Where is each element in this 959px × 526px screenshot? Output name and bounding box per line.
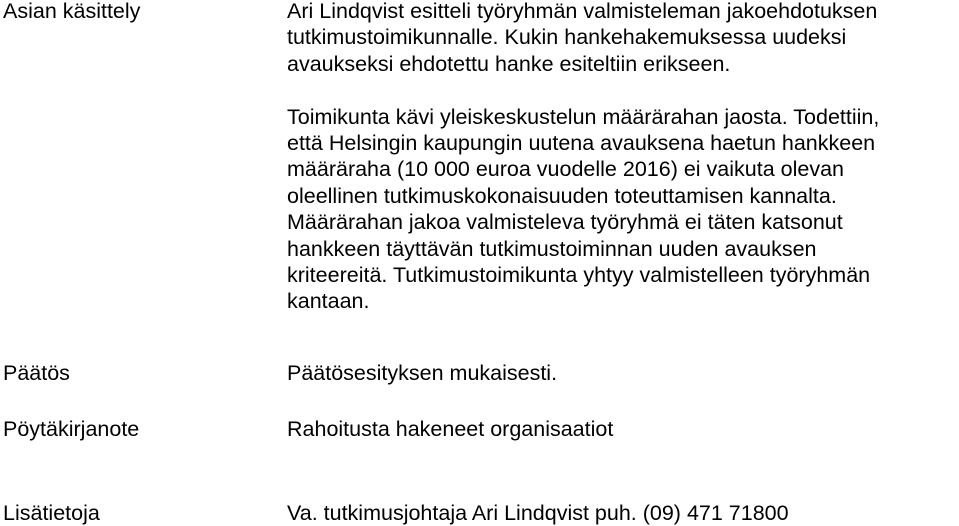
paragraph-line: oleellinen tutkimuskokonaisuuden toteuttamisen kannalta.	[287, 183, 837, 208]
section-content-lisatietoja: Va. tutkimusjohtaja Ari Lindqvist puh. (09) 471 71800	[287, 501, 789, 525]
paragraph-line: avaukseksi ehdotettu hanke esiteltiin erikseen.	[287, 51, 731, 76]
paragraph-line: määräraha (10 000 euroa vuodelle 2016) ei vaikuta olevan	[287, 157, 844, 182]
section-label-asian-kasittely: Asian käsittely	[3, 0, 141, 23]
paragraph-line: Toimikunta kävi yleiskeskustelun määrärahan jaosta. Todettiin,	[287, 104, 880, 129]
paragraph-line: hankkeen täyttävän tutkimustoiminnan uuden avauksen	[287, 236, 817, 261]
section-content-asian-kasittely	[287, 0, 959, 315]
paragraph-line: että Helsingin kaupungin uutena avauksena haetun hankkeen	[287, 130, 876, 155]
paragraph-line: Määrärahan jakoa valmisteleva työryhmä ei täten katsonut	[287, 210, 843, 235]
paragraph-line: Ari Lindqvist esitteli työryhmän valmisteleman jakoehdotuksen	[287, 0, 878, 23]
paragraph-line: tutkimustoimikunnalle. Kukin hankehakemuksessa uudeksi	[287, 25, 847, 50]
section-content-poytakirjanote: Rahoitusta hakeneet organisaatiot	[287, 417, 614, 441]
section-label-paatos: Päätös	[3, 361, 70, 385]
section-label-lisatietoja: Lisätietoja	[3, 501, 100, 525]
paragraph-line: kriteereitä. Tutkimustoimikunta yhtyy valmistelleen työryhmän	[287, 262, 871, 287]
paragraph-line: kantaan.	[287, 289, 370, 314]
section-content-paatos: Päätösesityksen mukaisesti.	[287, 361, 558, 385]
section-label-poytakirjanote: Pöytäkirjanote	[3, 417, 140, 441]
